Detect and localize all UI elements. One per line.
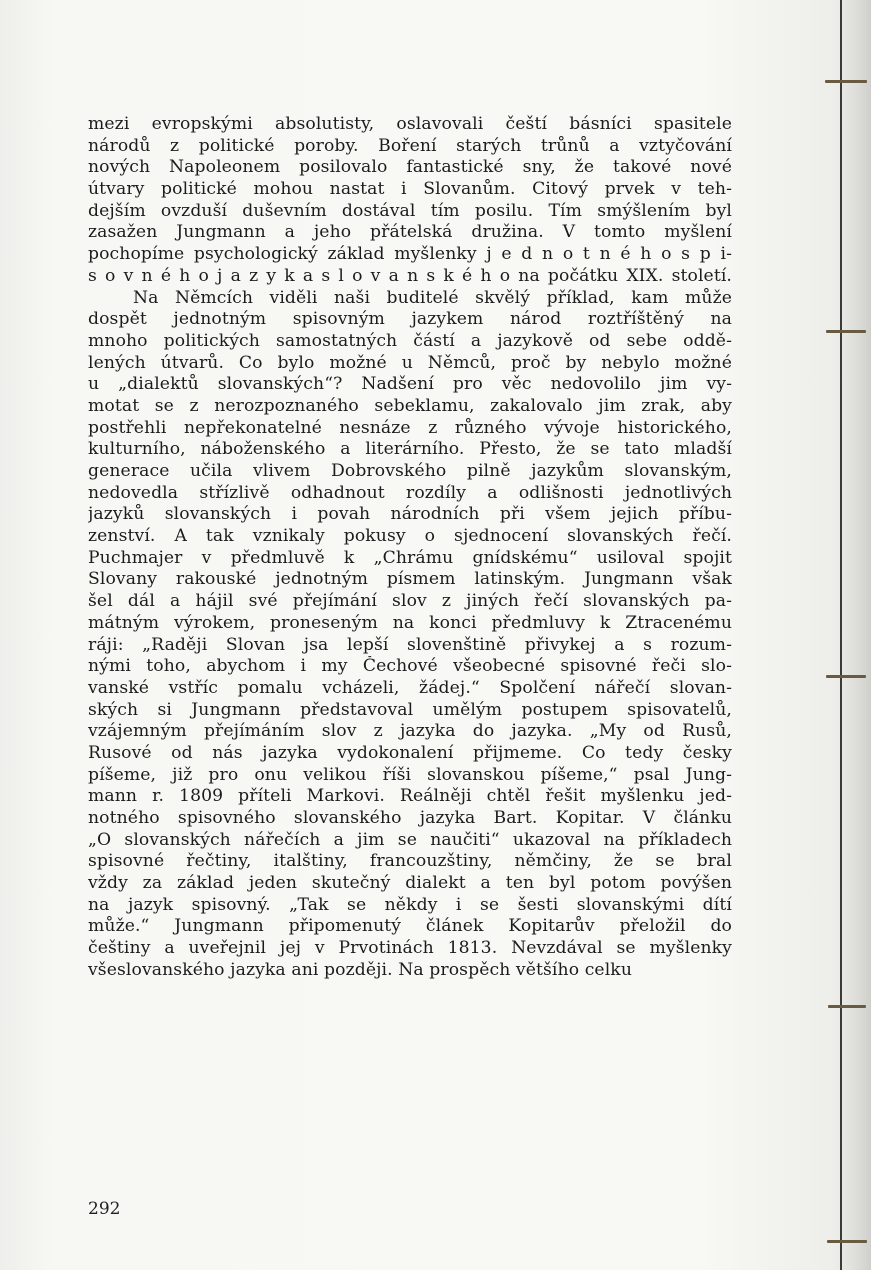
text-line: může.“ Jungmann připomenutý článek Kopitarův přeložil do <box>88 916 732 937</box>
text-line: mezi evropskými absolutisty, oslavovali čeští básníci spasitele <box>88 114 732 134</box>
text-line: všeslovanského jazyka ani později. Na prospěch většího celku <box>88 959 632 980</box>
binding-thread <box>827 1240 867 1243</box>
text-line: s o v n é h o j a z y k a s l o v a n s k é h o na počátku XIX. století. <box>88 265 732 286</box>
text-line: vanské vstříc pomalu vcházeli, žádej.“ Spolčení nářečí slovan- <box>88 677 732 698</box>
text-line: mátným výrokem, proneseným na konci předmluvy k Ztracenému <box>88 612 732 633</box>
text-line: generace učila vlivem Dobrovského pilně jazykům slovanským, <box>88 461 732 481</box>
text-line: vždy za základ jeden skutečný dialekt a ten byl potom povýšen <box>88 873 732 894</box>
paragraph-start-line: Na Němcích viděli naši buditelé skvělý příklad, kam může <box>133 287 732 308</box>
text-line: mnoho politických samostatných částí a jazykově od sebe oddě- <box>88 330 732 351</box>
text-line: zenství. A tak vznikaly pokusy o sjednocení slovanských řečí. <box>88 526 732 547</box>
text-line: motat se z nerozpoznaného sebeklamu, zakalovalo jim zrak, aby <box>88 395 732 416</box>
text-line: nými toho, abychom i my Čechové všeobecné spisovné řeči slo- <box>88 656 732 677</box>
text-line: kulturního, náboženského a literárního. Přesto, že se tato mladší <box>88 439 732 460</box>
text-line: Rusové od nás jazyka vydokonalení přijmeme. Co tedy česky <box>88 742 732 763</box>
text-line: postřehli nepřekonatelné nesnáze z různého vývoje historického, <box>88 417 732 438</box>
text-line: Puchmajer v předmluvě k „Chrámu gnídskému“ usiloval spojit <box>88 547 732 568</box>
text-line: pochopíme psychologický základ myšlenky j e d n o t n é h o s p i- <box>88 244 732 265</box>
text-line: dejším ovzduší duševním dostával tím posilu. Tím smýšlením byl <box>88 200 732 221</box>
text-line: spisovné řečtiny, italštiny, francouzštiny, němčiny, že se bral <box>88 851 732 872</box>
text-line: jazyků slovanských i povah národních při všem jejich příbu- <box>88 504 732 525</box>
text-line: píšeme, již pro onu velikou říši slovanskou píšeme,“ psal Jung- <box>88 764 732 785</box>
binding-edge-line <box>840 0 842 1270</box>
text-line: mann r. 1809 příteli Markovi. Reálněji chtěl řešit myšlenku jed- <box>88 786 732 807</box>
binding-thread <box>825 80 867 83</box>
text-line: dospět jednotným spisovným jazykem národ roztříštěný na <box>88 309 732 330</box>
text-line: nových Napoleonem posilovalo fantastické sny, že takové nové <box>88 157 732 178</box>
text-line: Slovany rakouské jednotným písmem latinským. Jungmann však <box>88 569 732 590</box>
text-line: vzájemným přejímáním slov z jazyka do jazyka. „My od Rusů, <box>88 721 732 742</box>
binding-thread <box>828 1005 866 1008</box>
text-line: ráji: „Raději Slovan jsa lepší slovenštině přivykej a s rozum- <box>88 634 732 655</box>
text-line: češtiny a uveřejnil jej v Prvotinách 1813. Nevzdával se myšlenky <box>88 938 732 959</box>
text-line: šel dál a hájil své přejímání slov z jiných řečí slovanských pa- <box>88 591 732 612</box>
text-line: útvary politické mohou nastat i Slovanům. Citový prvek v teh- <box>88 179 732 200</box>
text-line: zasažen Jungmann a jeho přátelská družina. V tomto myšlení <box>88 222 732 243</box>
text-line: u „dialektů slovanských“? Nadšení pro věc nedovolilo jim vy- <box>88 374 732 395</box>
text-line: nedovedla střízlivě odhadnout rozdíly a odlišnosti jednotlivých <box>88 482 732 503</box>
binding-thread <box>826 330 866 333</box>
page-number: 292 <box>88 1199 121 1219</box>
text-line: notného spisovného slovanského jazyka Bart. Kopitar. V článku <box>88 808 732 828</box>
binding-thread <box>826 675 866 678</box>
body-text <box>88 114 732 982</box>
text-line: lených útvarů. Co bylo možné u Němců, proč by nebylo možné <box>88 352 732 373</box>
text-line: ských si Jungmann představoval umělým postupem spisovatelů, <box>88 699 732 720</box>
text-line: „O slovanských nářečích a jim se naučiti“ ukazoval na příkladech <box>88 829 732 850</box>
text-line: na jazyk spisovný. „Tak se někdy i se šesti slovanskými dítí <box>88 894 732 915</box>
text-line: národů z politické poroby. Boření starých trůnů a vztyčování <box>88 135 732 156</box>
